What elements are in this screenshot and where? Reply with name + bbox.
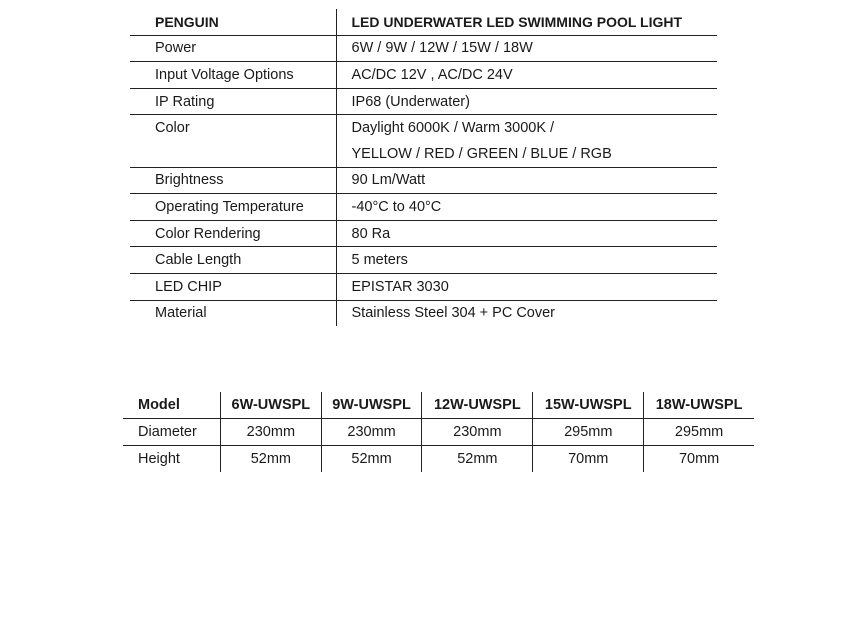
spec-value: EPISTAR 3030 xyxy=(336,273,717,300)
spec-value: -40°C to 40°C xyxy=(336,194,717,221)
spec-label: Operating Temperature xyxy=(130,194,336,221)
model-header-row xyxy=(123,392,754,419)
spec-value: Stainless Steel 304 + PC Cover xyxy=(351,305,556,322)
model-name: 9W-UWSPL xyxy=(321,392,422,419)
spec-row-input-voltage xyxy=(130,62,717,89)
spec-row-color xyxy=(130,115,717,141)
cell-value: 295mm xyxy=(533,419,644,446)
diameter-row xyxy=(123,419,754,446)
spec-row-cable-length xyxy=(130,247,717,274)
spec-row-color-rendering xyxy=(130,220,717,247)
cell-value: 52mm xyxy=(221,446,322,473)
row-label: Height xyxy=(138,451,180,467)
spec-row-power xyxy=(130,35,717,62)
spec-label: Color xyxy=(130,115,336,141)
spec-row-color-cont xyxy=(130,141,717,167)
cell-value: 230mm xyxy=(221,419,322,446)
spec-value: Daylight 6000K / Warm 3000K / xyxy=(351,120,555,137)
cell-value: 70mm xyxy=(644,446,754,473)
model-name: 12W-UWSPL xyxy=(422,392,533,419)
spec-label: Material xyxy=(130,300,336,326)
spec-header-row xyxy=(130,9,717,35)
height-row xyxy=(123,446,754,473)
cell-value: 70mm xyxy=(533,446,644,473)
spec-value: 6W / 9W / 12W / 15W / 18W xyxy=(336,35,717,62)
spec-label: Color Rendering xyxy=(130,220,336,247)
spec-label: IP Rating xyxy=(130,88,336,115)
model-name: 15W-UWSPL xyxy=(533,392,644,419)
spec-value: 90 Lm/Watt xyxy=(336,167,717,194)
spec-label-empty xyxy=(130,141,336,167)
model-name: 18W-UWSPL xyxy=(644,392,754,419)
spec-label: Brightness xyxy=(130,167,336,194)
spec-label: Power xyxy=(130,35,336,62)
spec-value: 80 Ra xyxy=(336,220,717,247)
spec-row-brightness xyxy=(130,167,717,194)
spec-row-operating-temperature xyxy=(130,194,717,221)
spec-value: YELLOW / RED / GREEN / BLUE / RGB xyxy=(336,141,717,167)
cell-value: 52mm xyxy=(321,446,422,473)
cell-value: 295mm xyxy=(644,419,754,446)
spec-label: Cable Length xyxy=(130,247,336,274)
model-table xyxy=(123,392,754,472)
cell-value: 52mm xyxy=(422,446,533,473)
spec-table xyxy=(130,9,717,326)
spec-row-material xyxy=(130,300,717,326)
model-header-label: Model xyxy=(123,392,221,419)
cell-value: 230mm xyxy=(321,419,422,446)
spec-value: AC/DC 12V , AC/DC 24V xyxy=(336,62,717,89)
brand-name: PENGUIN xyxy=(130,9,336,35)
spec-value: 5 meters xyxy=(336,247,717,274)
spec-label: LED CHIP xyxy=(130,273,336,300)
spec-row-led-chip xyxy=(130,273,717,300)
model-name: 6W-UWSPL xyxy=(221,392,322,419)
row-label: Diameter xyxy=(123,419,221,446)
spec-row-ip-rating xyxy=(130,88,717,115)
cell-value: 230mm xyxy=(422,419,533,446)
spec-label: Input Voltage Options xyxy=(130,62,336,89)
spec-value: IP68 (Underwater) xyxy=(336,88,717,115)
product-title: LED UNDERWATER LED SWIMMING POOL LIGHT xyxy=(336,9,717,35)
